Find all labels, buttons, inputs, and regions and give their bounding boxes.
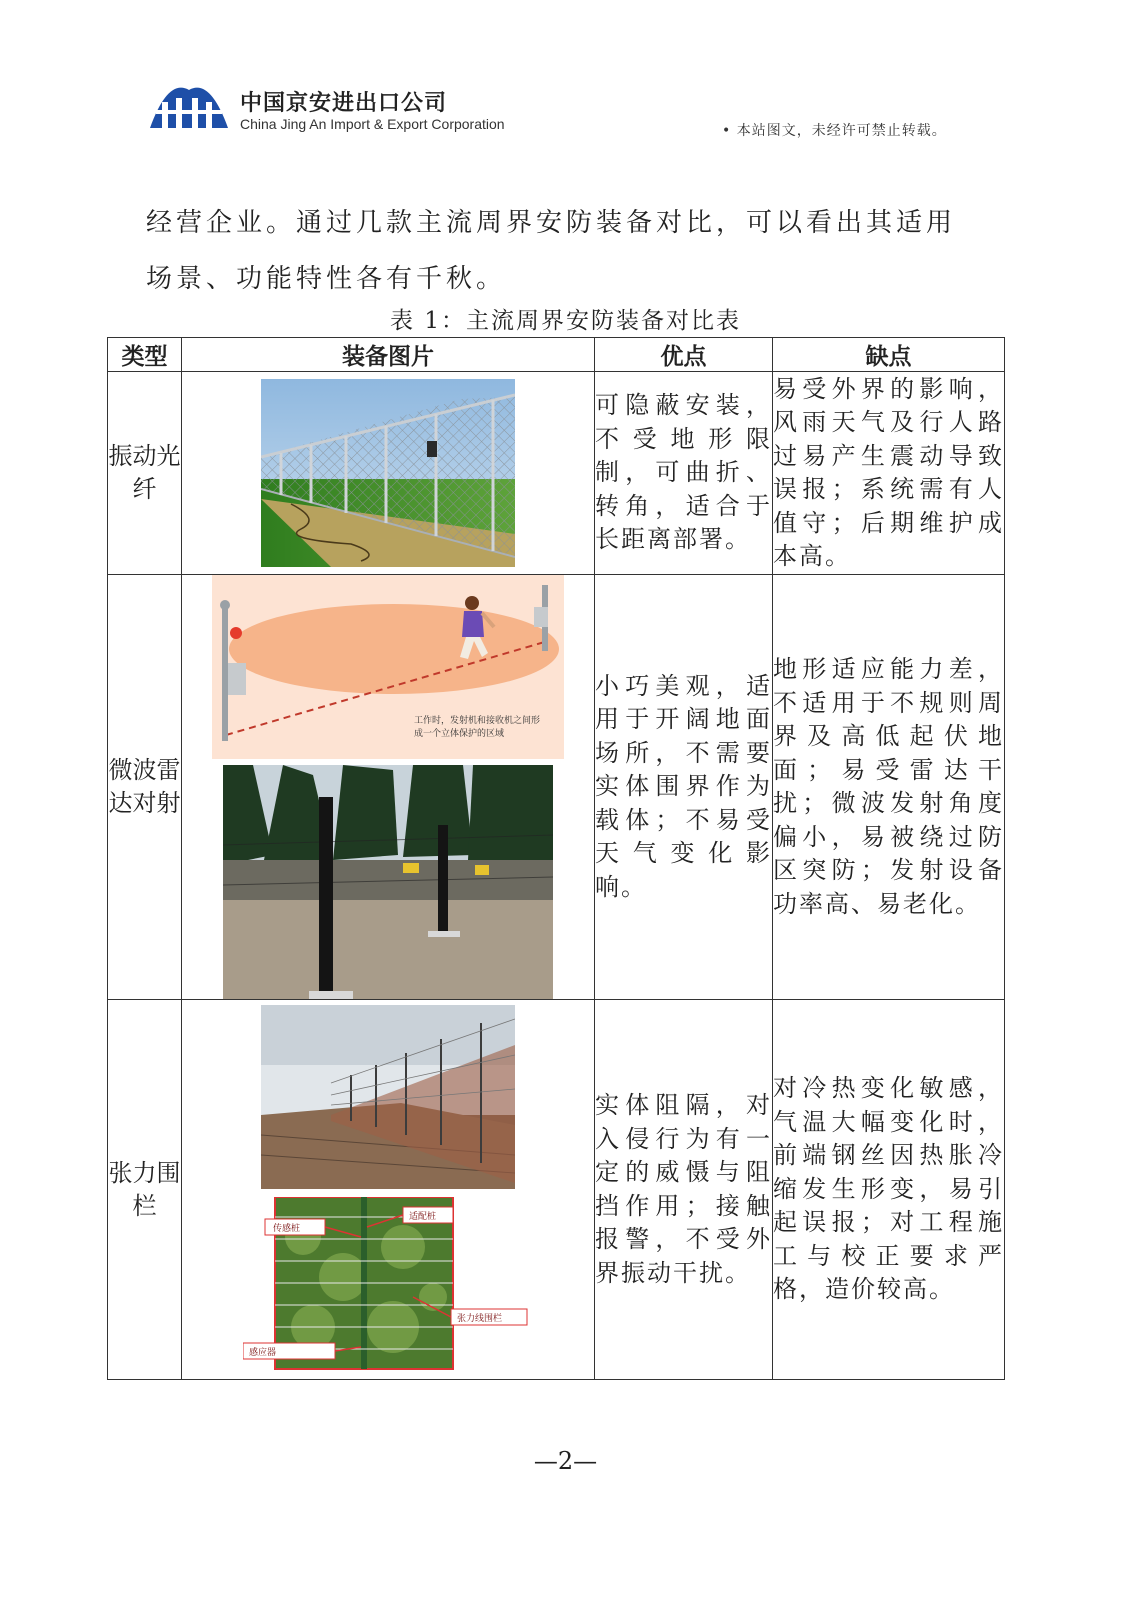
company-logo [148,84,230,130]
table-row [108,372,1005,575]
company-name-cn: 中国京安进出口公司 [240,91,448,116]
row-pros: 小巧美观，适用于开阔地面场所，不需要实体围界作为载体；不易受天气变化影响。 [595,575,773,1000]
company-name-en: China Jing An Import & Export Corporation [240,116,505,132]
diagram-caption-2: 成一个立体保护的区域 [414,729,505,739]
table-row [108,575,1005,1000]
row-type: 振动光纤 [108,372,182,575]
comparison-table [107,337,1005,1380]
row-pros: 实体阻隔，对入侵行为有一定的威慑与阻挡作用；接触报警，不受外界振动干扰。 [595,1000,773,1380]
diagram-caption-1: 工作时，发射机和接收机之间形 [414,716,541,726]
label-tension-fence: 张力线围栏 [457,1313,503,1324]
microwave-diagram [212,575,564,759]
page-number: —2— [533,1447,598,1475]
fiber-fence-photo [261,379,515,567]
header-cons: 缺点 [773,338,1005,372]
intro-line-2: 场景、功能特性各有千秋。 [146,264,507,294]
row-type: 微波雷达对射 [108,575,182,1000]
table-header-row [108,338,1005,372]
tension-fence-photo [261,1005,515,1189]
table-row [108,1000,1005,1380]
header-type: 类型 [108,338,182,372]
row-pros: 可隐蔽安装，不受地形限制，可曲折、转角，适合于长距离部署。 [595,372,773,575]
row-type: 张力围栏 [108,1000,182,1380]
label-sensor: 感应器 [249,1347,277,1358]
row-cons: 地形适应能力差，不适用于不规则周界及高低起伏地面；易受雷达干扰；微波发射角度偏小，易被绕过防区突防；发射设备功率高、易老化。 [773,575,1005,1000]
intro-line-1: 经营企业。通过几款主流周界安防装备对比，可以看出其适用 [146,208,957,238]
table-caption: 表 1：主流周界安防装备对比表 [390,308,741,334]
label-adapter-post: 适配桩 [409,1211,437,1222]
header-image: 装备图片 [182,338,595,372]
copyright-notice: • 本站图文，未经许可禁止转载。 [722,123,947,139]
microwave-photo [223,765,553,999]
tension-fence-diagram [243,1197,533,1375]
row-cons: 对冷热变化敏感，气温大幅变化时，前端钢丝因热胀冷缩发生形变，易引起误报；对工程施工与校正要求严格，造价较高。 [773,1000,1005,1380]
header-pros: 优点 [595,338,773,372]
row-cons: 易受外界的影响，风雨天气及行人路过易产生震动导致误报；系统需有人值守；后期维护成本高。 [773,372,1005,575]
label-sensor-post: 传感桩 [273,1223,301,1234]
